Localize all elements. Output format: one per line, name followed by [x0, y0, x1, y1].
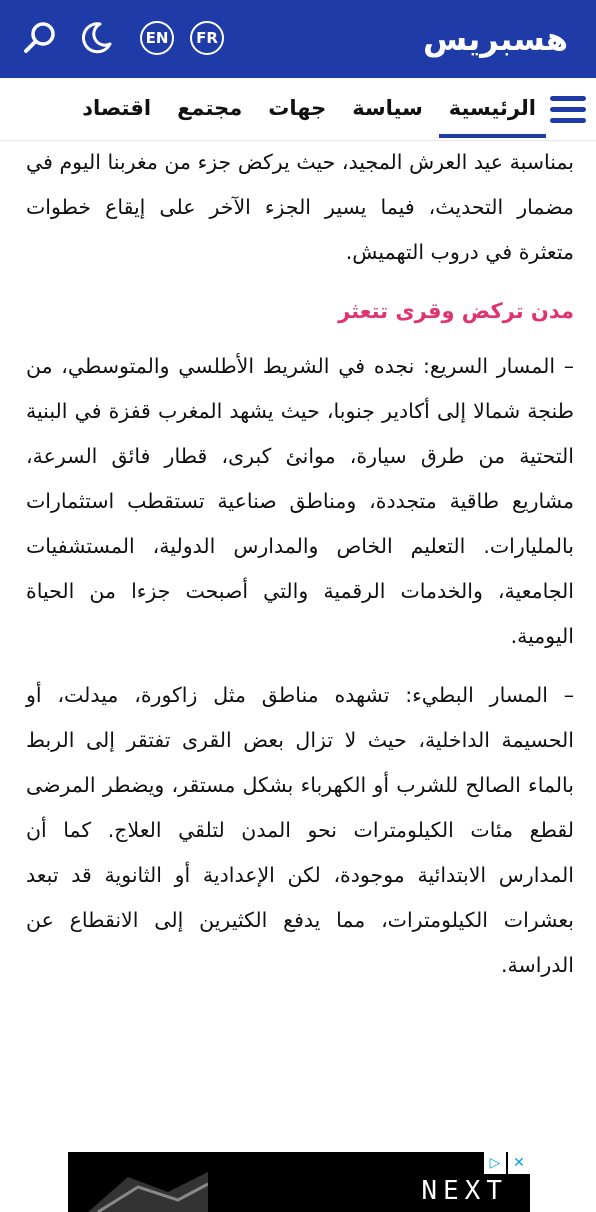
article-paragraph: – المسار البطيء: تشهده مناطق مثل زاكورة، ميدلت، أو الحسيمة الداخلية، حيث لا تزال بعض القرى تفتقر إلى الربط بالماء الصالح للشرب أو الكهرباء بشكل مستقر، ويضطر المرضى لقطع مئات الكيلومترات نحو المدن لتلقي العلاج. كما أن المدارس الابتدائية موجودة، لكن الإعدادية أو الثانوية قد تبعد بعشرات الكيلومترات، مما يدفع الكثيرين إلى الانقطاع عن الدراسة.: [26, 683, 574, 977]
advertisement[interactable]: [68, 1152, 530, 1212]
search-icon[interactable]: [22, 20, 58, 56]
moon-icon[interactable]: [78, 20, 114, 56]
main-nav: [0, 78, 596, 141]
ad-controls: [484, 1152, 530, 1174]
nav-item-society[interactable]: مجتمع: [177, 96, 243, 120]
nav-items: [82, 78, 536, 140]
site-header: [0, 0, 596, 78]
nav-item-politics[interactable]: سياسة: [352, 96, 423, 120]
site-logo[interactable]: هسبريس: [423, 20, 568, 58]
article-paragraph: بمناسبة عيد العرش المجيد، حيث يركض جزء من مغربنا اليوم في مضمار التحديث، فيما يسير الجزء الآخر على إيقاع خطوات متعثرة في دروب التهميش.: [26, 150, 574, 264]
ad-text: NEXT: [421, 1176, 508, 1206]
menu-icon[interactable]: [550, 94, 586, 126]
language-en-button[interactable]: EN: [140, 21, 174, 55]
language-fr-button[interactable]: FR: [190, 21, 224, 55]
article-body: [26, 140, 574, 1002]
article-subheading: مدن تركض وقرى تتعثر: [338, 299, 574, 323]
nav-item-regions[interactable]: جهات: [268, 96, 327, 120]
nav-item-home[interactable]: الرئيسية: [449, 78, 536, 140]
ad-close-icon[interactable]: ✕: [508, 1152, 530, 1174]
ad-graphic-icon: [88, 1172, 208, 1212]
nav-item-economy[interactable]: اقتصاد: [82, 96, 152, 120]
article-paragraph: – المسار السريع: نجده في الشريط الأطلسي والمتوسطي، من طنجة شمالا إلى أكادير جنوبا، حيث يشهد المغرب قفزة في البنية التحتية من طرق سيارة، موانئ كبرى، قطار فائق السرعة، مشاريع طاقية متجددة، ومناطق صناعية تستقطب استثمارات بالمليارات. التعليم الخاص والمدارس الدولية، المستشفيات الجامعية، والخدمات الرقمية والتي أصبحت جزءا من الحياة اليومية.: [26, 354, 574, 648]
ad-choices-icon[interactable]: ▷: [484, 1152, 506, 1174]
